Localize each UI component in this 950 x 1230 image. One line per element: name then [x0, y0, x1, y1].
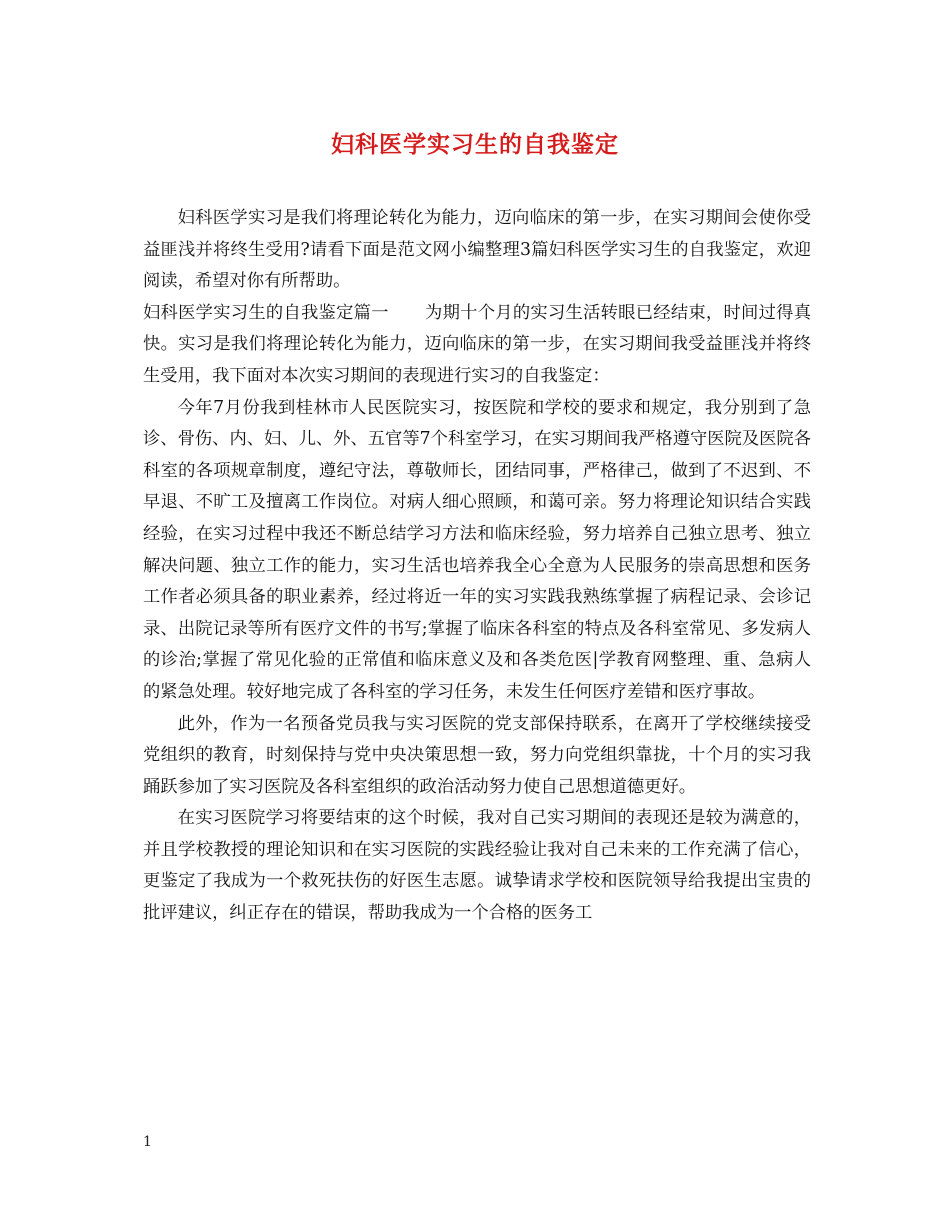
section-heading: 妇科医学实习生的自我鉴定篇一	[143, 302, 389, 323]
body-paragraph-2: 此外，作为一名预备党员我与实习医院的党支部保持联系，在离开了学校继续接受党组织的教育，时刻保持与党中央决策思想一致，努力向党组织靠拢，十个月的实习我踊跃参加了实习医院及各科室组织的政治活动努力使自己思想道德更好。	[143, 713, 811, 797]
section-paragraph	[143, 298, 811, 393]
document-title: 妇科医学实习生的自我鉴定	[331, 131, 619, 158]
document-body	[143, 203, 811, 930]
page-number: 1	[143, 1134, 152, 1150]
intro-paragraph: 妇科医学实习是我们将理论转化为能力，迈向临床的第一步，在实习期间会使你受益匪浅并将终生受用?请看下面是范文网小编整理3篇妇科医学实习生的自我鉴定，欢迎阅读，希望对你有所帮助。	[143, 208, 811, 292]
section-lead: 为期十个月的实习生活转眼已经结束，时间过得真快。实习是我们将理论转化为能力，迈向临床的第一步，在实习期间我受益匪浅并将终生受用，我下面对本次实习期间的表现进行实习的自我鉴定：	[143, 302, 811, 386]
body-paragraph-1: 今年7月份我到桂林市人民医院实习，按医院和学校的要求和规定，我分别到了急诊、骨伤、内、妇、儿、外、五官等7个科室学习，在实习期间我严格遵守医院及医院各科室的各项规章制度，遵纪守法，尊敬师长，团结同事，严格律己，做到了不迟到、不早退、不旷工及擅离工作岗位。对病人细心照顾，和蔼可亲。努力将理论知识结合实践经验，在实习过程中我还不断总结学习方法和临床经验，努力培养自己独立思考、独立解决问题、独立工作的能力，实习生活也培养我全心全意为人民服务的崇高思想和医务工作者必须具备的职业素养，经过将近一年的实习实践我熟练掌握了病程记录、会诊记录、出院记录等所有医疗文件的书写;掌握了临床各科室的特点及各科室常见、多发病人的诊治;掌握了常见化验的正常值和临床意义及和各类危医|学教育网整理、重、急病人的紧急处理。较好地完成了各科室的学习任务，未发生任何医疗差错和医疗事故。	[143, 397, 811, 702]
body-paragraph-3: 在实习医院学习将要结束的这个时候，我对自己实习期间的表现还是较为满意的，并且学校教授的理论知识和在实习医院的实践经验让我对自己未来的工作充满了信心，更鉴定了我成为一个救死扶伤的好医生志愿。诚挚请求学校和医院领导给我提出宝贵的批评建议，纠正存在的错误，帮助我成为一个合格的医务工	[143, 808, 811, 924]
